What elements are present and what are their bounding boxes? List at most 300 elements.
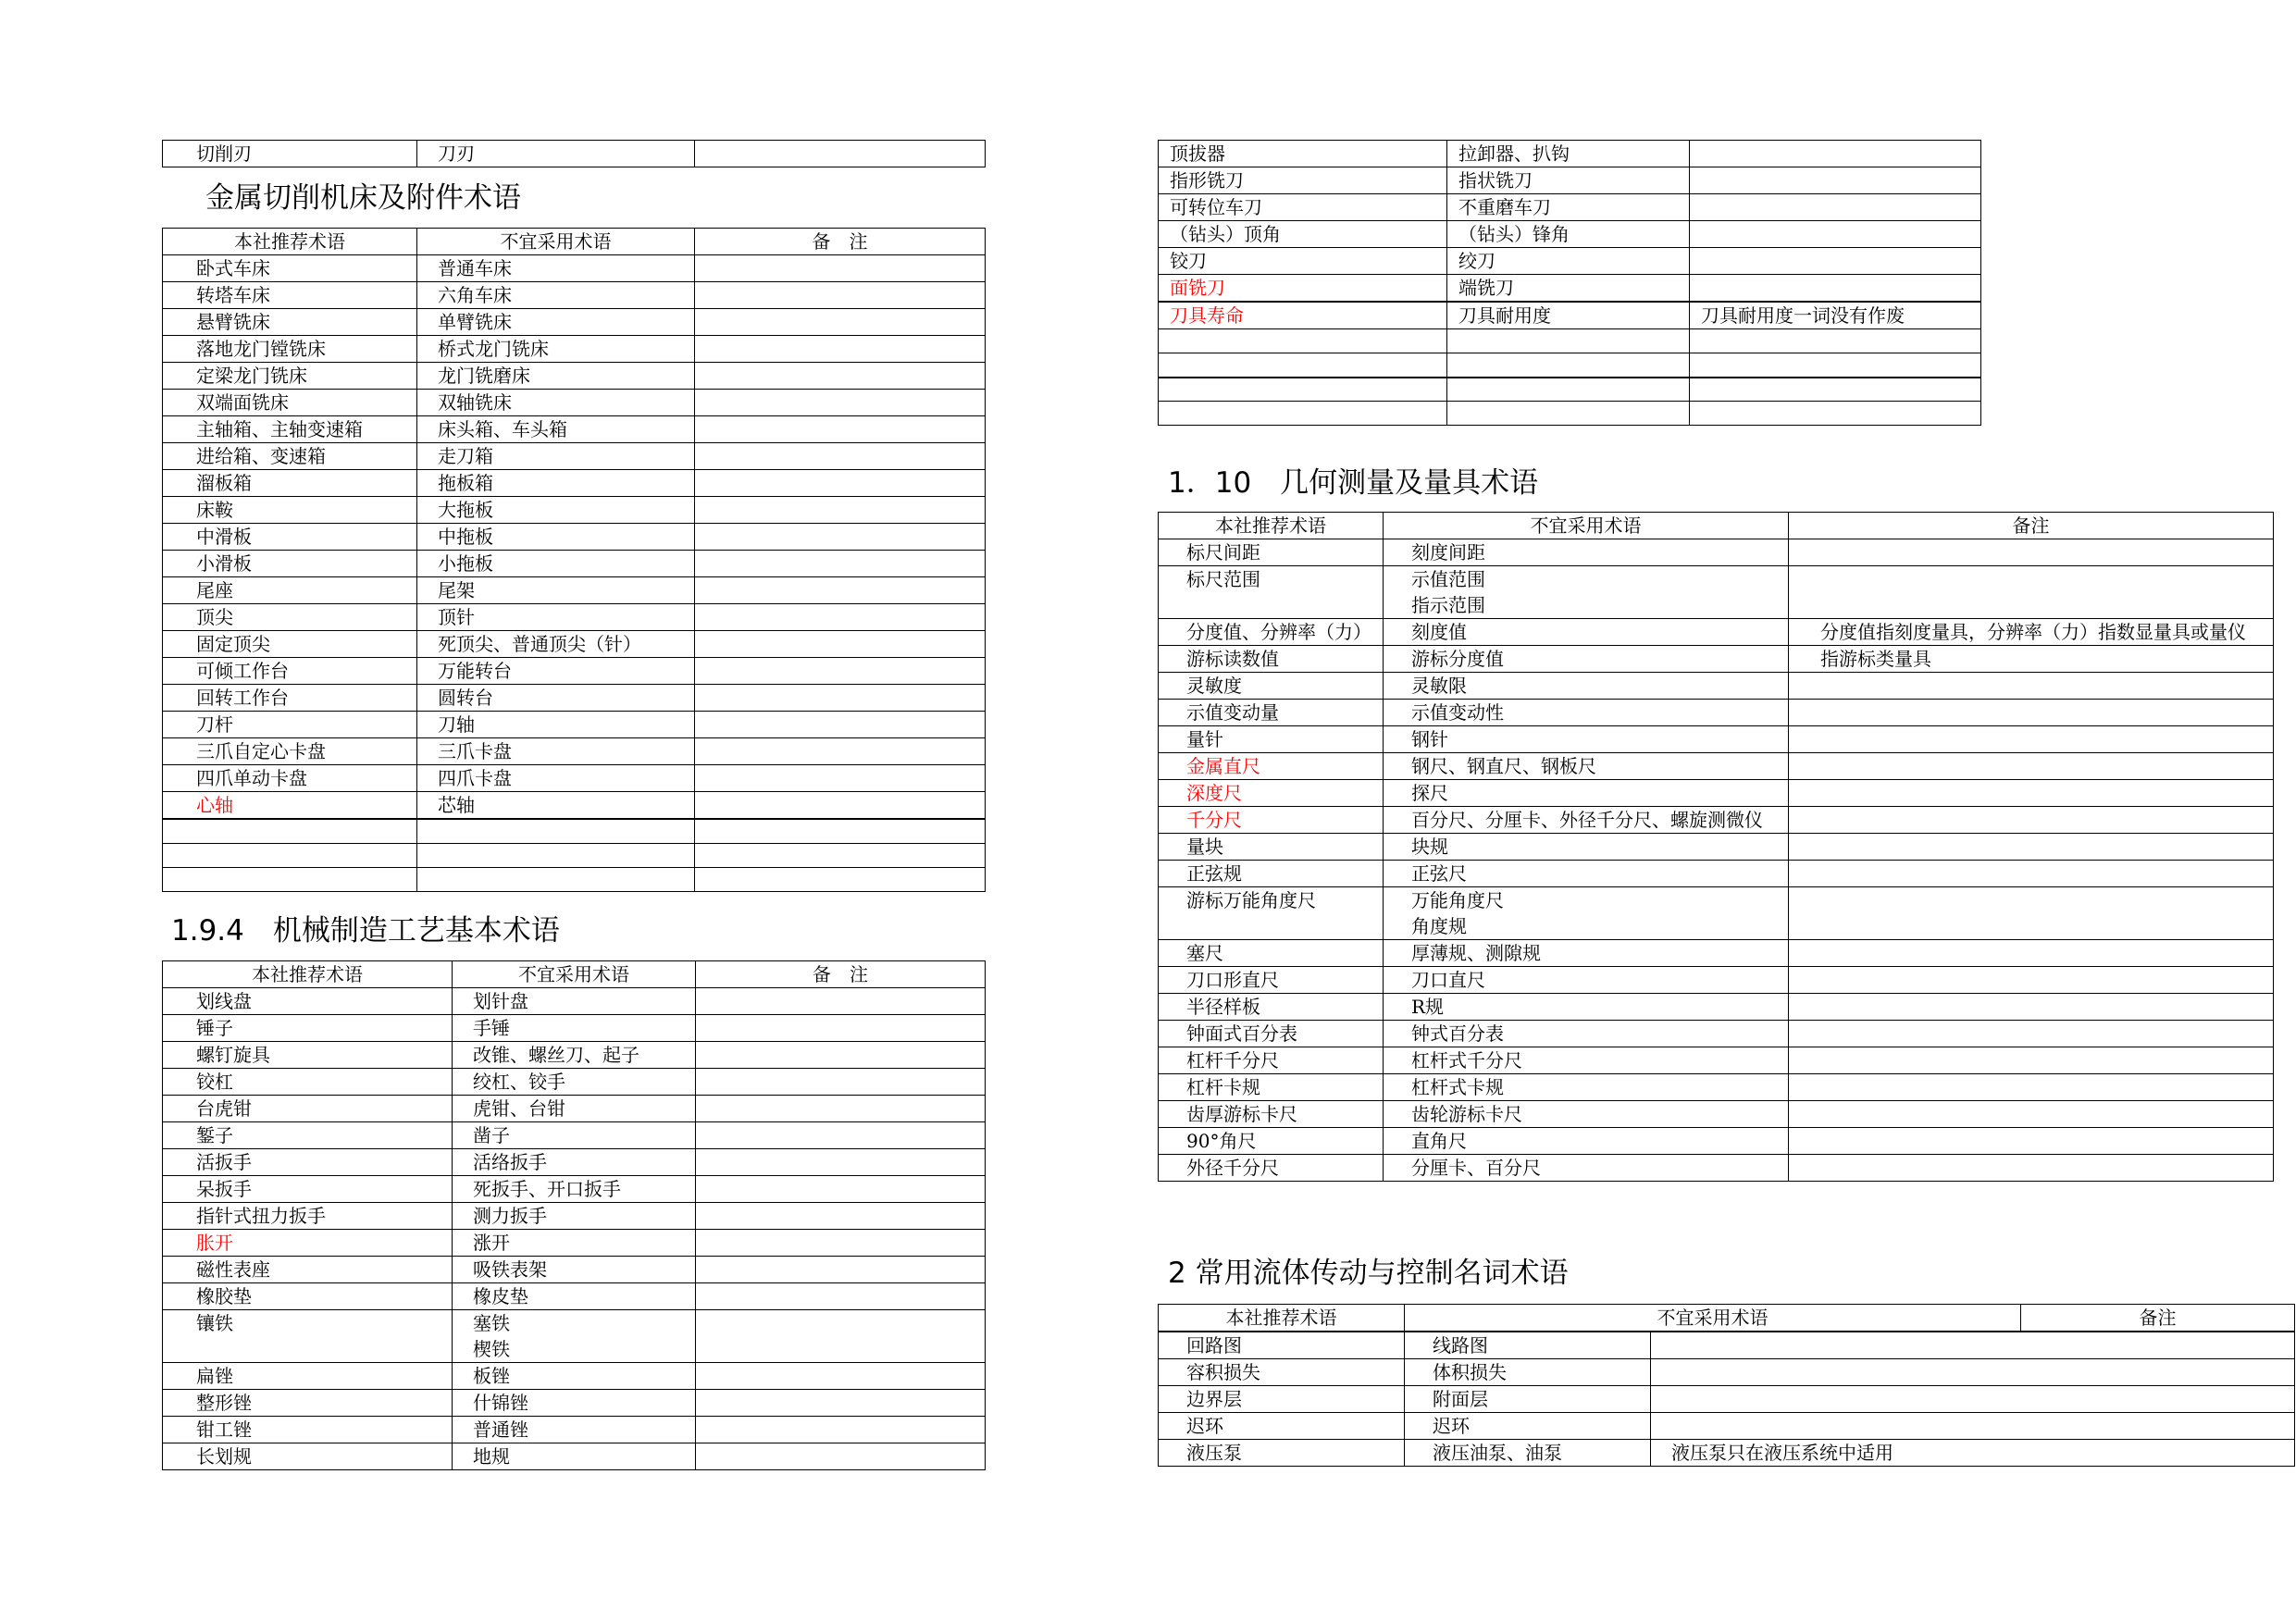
table-row (163, 1417, 986, 1443)
recommended-term: 中滑板 (163, 524, 417, 551)
header-recommended: 本社推荐术语 (1159, 513, 1384, 539)
recommended-term: 顶尖 (163, 604, 417, 631)
table-row (1159, 1128, 2274, 1155)
recommended-term: 螺钉旋具 (163, 1042, 453, 1069)
note-cell (1690, 275, 1981, 303)
table-row (1159, 539, 2274, 566)
not-recommended-term: 示值变动性 (1384, 700, 1789, 726)
recommended-term: 标尺范围 (1159, 566, 1384, 619)
not-recommended-term: 中拖板 (417, 524, 695, 551)
recommended-term-highlighted: 刀具寿命 (1159, 302, 1447, 329)
note-cell: 指游标类量具 (1789, 646, 2274, 673)
table-row (163, 988, 986, 1015)
table-row (163, 309, 986, 336)
table-row (163, 1042, 986, 1069)
note-cell (1789, 726, 2274, 753)
empty-row (1159, 329, 1981, 353)
table-row (163, 1096, 986, 1122)
table-row (1159, 566, 2274, 619)
table-row (163, 658, 986, 685)
table-row (1159, 248, 1981, 275)
recommended-term: 铰刀 (1159, 248, 1447, 275)
note-cell (696, 1283, 986, 1310)
empty-row (163, 867, 986, 891)
recommended-term: 进给箱、变速箱 (163, 443, 417, 470)
note-cell (695, 443, 986, 470)
table-row (163, 631, 986, 658)
recommended-term: 回转工作台 (163, 685, 417, 712)
note-cell (695, 363, 986, 390)
recommended-term: 塞尺 (1159, 940, 1384, 967)
table-row (1159, 1021, 2274, 1047)
note-cell (1690, 194, 1981, 221)
recommended-term: 齿厚游标卡尺 (1159, 1101, 1384, 1128)
note-cell (696, 1096, 986, 1122)
table-row (1159, 167, 1981, 194)
not-recommended-term: 六角车床 (417, 282, 695, 309)
section-heading-1-10: 1．10 几何测量及量具术语 (1168, 466, 1539, 500)
note-cell (1789, 1155, 2274, 1182)
not-recommended-term: 尾架 (417, 577, 695, 604)
note-cell (1789, 1021, 2274, 1047)
recommended-term: 可转位车刀 (1159, 194, 1447, 221)
recommended-term: 台虎钳 (163, 1096, 453, 1122)
recommended-term-highlighted: 面铣刀 (1159, 275, 1447, 303)
not-recommended-term: 圆转台 (417, 685, 695, 712)
recommended-term: 溜板箱 (163, 470, 417, 497)
not-recommended-term: 刻度间距 (1384, 539, 1789, 566)
note-cell (1789, 539, 2274, 566)
note-cell (1690, 221, 1981, 248)
table-row (1159, 1413, 2295, 1440)
table-row (163, 1363, 986, 1390)
recommended-term: 刀杆 (163, 712, 417, 738)
table-header-row (163, 961, 986, 988)
not-recommended-term: 吸铁表架 (453, 1257, 696, 1283)
not-recommended-term: 单臂铣床 (417, 309, 695, 336)
table-row (1159, 780, 2274, 807)
note-cell (1789, 940, 2274, 967)
not-recommended-term: 游标分度值 (1384, 646, 1789, 673)
header-not-recommended: 不宜采用术语 (453, 961, 696, 988)
empty-row (1159, 353, 1981, 378)
not-recommended-term: 划针盘 (453, 988, 696, 1015)
table-row (163, 551, 986, 577)
recommended-term: 指针式扭力扳手 (163, 1203, 453, 1230)
not-recommended-term: 示值范围 指示范围 (1384, 566, 1789, 619)
header-not-recommended: 不宜采用术语 (1405, 1305, 2021, 1332)
not-recommended-term: 杠杆式卡规 (1384, 1074, 1789, 1101)
table-header-row (1159, 513, 2274, 539)
recommended-term: 錾子 (163, 1122, 453, 1149)
note-cell (695, 551, 986, 577)
header-recommended: 本社推荐术语 (163, 961, 453, 988)
note-cell (695, 497, 986, 524)
note-cell (1690, 248, 1981, 275)
recommended-term: 液压泵 (1159, 1440, 1405, 1467)
not-recommended-term: （钻头）锋角 (1447, 221, 1690, 248)
recommended-term: 游标万能角度尺 (1159, 887, 1384, 940)
recommended-term: 整形锉 (163, 1390, 453, 1417)
recommended-term-highlighted: 千分尺 (1159, 807, 1384, 834)
recommended-term: 灵敏度 (1159, 673, 1384, 700)
header-note: 备 注 (696, 961, 986, 988)
note-cell (696, 1443, 986, 1470)
table-row (163, 443, 986, 470)
recommended-term: 顶拔器 (1159, 141, 1447, 167)
note-cell (696, 1417, 986, 1443)
term-cell: 刀刃 (417, 141, 695, 167)
table-row (1159, 1359, 2295, 1386)
recommended-term: 外径千分尺 (1159, 1155, 1384, 1182)
top-left-table (162, 140, 986, 167)
note-cell (696, 1363, 986, 1390)
not-recommended-term: 万能角度尺 角度规 (1384, 887, 1789, 940)
recommended-term: 游标读数值 (1159, 646, 1384, 673)
note-cell (695, 658, 986, 685)
note-cell (695, 685, 986, 712)
not-recommended-term: 块规 (1384, 834, 1789, 861)
table-row (1159, 141, 1981, 167)
recommended-term: 镶铁 (163, 1310, 453, 1363)
table-row (1159, 619, 2274, 646)
cutter-terms-table (1158, 140, 1981, 426)
recommended-term: 半径样板 (1159, 994, 1384, 1021)
not-recommended-term: 芯轴 (417, 792, 695, 820)
table-row (163, 1203, 986, 1230)
table-row (163, 1283, 986, 1310)
table-row (1159, 1440, 2295, 1467)
recommended-term: 杠杆卡规 (1159, 1074, 1384, 1101)
table-row (163, 792, 986, 820)
table-row (1159, 807, 2274, 834)
note-cell (695, 336, 986, 363)
note-cell (695, 141, 986, 167)
table-row (1159, 673, 2274, 700)
note-cell (696, 1230, 986, 1257)
not-recommended-term: 直角尺 (1384, 1128, 1789, 1155)
note-cell (1651, 1332, 2295, 1359)
table-row (163, 1149, 986, 1176)
table-row (163, 282, 986, 309)
term-cell: 切削刃 (163, 141, 417, 167)
note-cell (1789, 700, 2274, 726)
not-recommended-term: 百分尺、分厘卡、外径千分尺、螺旋测微仪 (1384, 807, 1789, 834)
table-row (163, 1230, 986, 1257)
table-row (1159, 221, 1981, 248)
not-recommended-term: 虎钳、台钳 (453, 1096, 696, 1122)
note-cell (695, 390, 986, 416)
recommended-term: （钻头）顶角 (1159, 221, 1447, 248)
note-cell (696, 1122, 986, 1149)
not-recommended-term: 厚薄规、测隙规 (1384, 940, 1789, 967)
note-cell (1789, 1128, 2274, 1155)
recommended-term: 长划规 (163, 1443, 453, 1470)
table-row (163, 1390, 986, 1417)
table-row (1159, 861, 2274, 887)
recommended-term: 杠杆千分尺 (1159, 1047, 1384, 1074)
not-recommended-term: 普通锉 (453, 1417, 696, 1443)
recommended-term: 固定顶尖 (163, 631, 417, 658)
note-cell (1789, 780, 2274, 807)
recommended-term: 小滑板 (163, 551, 417, 577)
table-row (1159, 700, 2274, 726)
not-recommended-term: 钢尺、钢直尺、钢板尺 (1384, 753, 1789, 780)
recommended-term-highlighted: 金属直尺 (1159, 753, 1384, 780)
note-cell (1651, 1359, 2295, 1386)
not-recommended-term: 绞刀 (1447, 248, 1690, 275)
table-row (163, 524, 986, 551)
recommended-term-highlighted: 胀开 (163, 1230, 453, 1257)
table-row (1159, 302, 1981, 329)
recommended-term: 钟面式百分表 (1159, 1021, 1384, 1047)
table-row (163, 416, 986, 443)
fluid-terms-body (1158, 1332, 2295, 1467)
note-cell (695, 577, 986, 604)
empty-row (163, 843, 986, 867)
note-cell: 液压泵只在液压系统中适用 (1651, 1440, 2295, 1467)
not-recommended-term: 塞铁 楔铁 (453, 1310, 696, 1363)
empty-row (1159, 378, 1981, 402)
note-cell (696, 1310, 986, 1363)
recommended-term: 扁锉 (163, 1363, 453, 1390)
recommended-term: 床鞍 (163, 497, 417, 524)
not-recommended-term: 刀轴 (417, 712, 695, 738)
table-row (1159, 726, 2274, 753)
not-recommended-term: 钢针 (1384, 726, 1789, 753)
note-cell (695, 631, 986, 658)
note-cell (696, 1257, 986, 1283)
table-row (163, 1069, 986, 1096)
note-cell (1690, 167, 1981, 194)
note-cell (1651, 1413, 2295, 1440)
note-cell (695, 712, 986, 738)
table-row (163, 1443, 986, 1470)
recommended-term: 正弦规 (1159, 861, 1384, 887)
table-row (1159, 1386, 2295, 1413)
note-cell (695, 738, 986, 765)
table-row (163, 1176, 986, 1203)
recommended-term: 双端面铣床 (163, 390, 417, 416)
recommended-term: 定梁龙门铣床 (163, 363, 417, 390)
note-cell (695, 416, 986, 443)
header-recommended: 本社推荐术语 (1159, 1305, 1405, 1332)
section-heading-1-9-4: 1.9.4 机械制造工艺基本术语 (171, 914, 560, 948)
note-cell (1651, 1386, 2295, 1413)
not-recommended-term: 四爪卡盘 (417, 765, 695, 792)
not-recommended-term: 拉卸器、扒钩 (1447, 141, 1690, 167)
measurement-terms-table (1158, 512, 2274, 1182)
recommended-term: 转塔车床 (163, 282, 417, 309)
note-cell (1789, 994, 2274, 1021)
table-row (163, 1310, 986, 1363)
note-cell (1789, 673, 2274, 700)
not-recommended-term: 分厘卡、百分尺 (1384, 1155, 1789, 1182)
not-recommended-term: 桥式龙门铣床 (417, 336, 695, 363)
not-recommended-term: 床头箱、车头箱 (417, 416, 695, 443)
recommended-term: 钳工锉 (163, 1417, 453, 1443)
note-cell (696, 1390, 986, 1417)
recommended-term: 分度值、分辨率（力） (1159, 619, 1384, 646)
header-recommended: 本社推荐术语 (163, 229, 417, 255)
not-recommended-term: 万能转台 (417, 658, 695, 685)
recommended-term: 橡胶垫 (163, 1283, 453, 1310)
not-recommended-term: 地规 (453, 1443, 696, 1470)
table-row (163, 470, 986, 497)
table-row (1159, 1101, 2274, 1128)
header-not-recommended: 不宜采用术语 (1384, 513, 1789, 539)
not-recommended-term: 测力扳手 (453, 1203, 696, 1230)
note-cell (1789, 861, 2274, 887)
header-note: 备注 (1789, 513, 2274, 539)
header-note: 备 注 (695, 229, 986, 255)
empty-row (1159, 402, 1981, 426)
recommended-term: 铰杠 (163, 1069, 453, 1096)
not-recommended-term: 齿轮游标卡尺 (1384, 1101, 1789, 1128)
section-heading-2: 2 常用流体传动与控制名词术语 (1168, 1257, 1569, 1290)
note-cell (1789, 807, 2274, 834)
table-row (163, 712, 986, 738)
note-cell (696, 1203, 986, 1230)
not-recommended-term: 钟式百分表 (1384, 1021, 1789, 1047)
not-recommended-term: R规 (1384, 994, 1789, 1021)
not-recommended-term: 刻度值 (1384, 619, 1789, 646)
recommended-term: 锤子 (163, 1015, 453, 1042)
note-cell (1789, 566, 2274, 619)
not-recommended-term: 附面层 (1405, 1386, 1651, 1413)
not-recommended-term: 刀具耐用度 (1447, 302, 1690, 329)
recommended-term-highlighted: 心轴 (163, 792, 417, 820)
note-cell (1789, 967, 2274, 994)
table-row (1159, 194, 1981, 221)
table-row (163, 336, 986, 363)
not-recommended-term: 体积损失 (1405, 1359, 1651, 1386)
recommended-term: 容积损失 (1159, 1359, 1405, 1386)
not-recommended-term: 改锥、螺丝刀、起子 (453, 1042, 696, 1069)
note-cell (1789, 887, 2274, 940)
recommended-term: 90°角尺 (1159, 1128, 1384, 1155)
table-row (1159, 1047, 2274, 1074)
table-row (1159, 887, 2274, 940)
not-recommended-term: 死顶尖、普通顶尖（针） (417, 631, 695, 658)
table-row (163, 685, 986, 712)
section-heading-machine-tools: 金属切削机床及附件术语 (205, 181, 521, 215)
note-cell (696, 1176, 986, 1203)
table-row (163, 577, 986, 604)
not-recommended-term: 线路图 (1405, 1332, 1651, 1359)
note-cell (695, 309, 986, 336)
not-recommended-term: 走刀箱 (417, 443, 695, 470)
note-cell (695, 470, 986, 497)
recommended-term: 卧式车床 (163, 255, 417, 282)
not-recommended-term: 大拖板 (417, 497, 695, 524)
table-row (163, 765, 986, 792)
table-row (1159, 967, 2274, 994)
recommended-term: 迟环 (1159, 1413, 1405, 1440)
table-row (1159, 834, 2274, 861)
header-not-recommended: 不宜采用术语 (417, 229, 695, 255)
not-recommended-term: 凿子 (453, 1122, 696, 1149)
note-cell (695, 255, 986, 282)
recommended-term: 边界层 (1159, 1386, 1405, 1413)
not-recommended-term: 活络扳手 (453, 1149, 696, 1176)
table-row (1159, 940, 2274, 967)
not-recommended-term: 不重磨车刀 (1447, 194, 1690, 221)
recommended-term: 量针 (1159, 726, 1384, 753)
note-cell: 分度值指刻度量具，分辨率（力）指数显量具或量仪 (1789, 619, 2274, 646)
table-row (163, 255, 986, 282)
recommended-term: 四爪单动卡盘 (163, 765, 417, 792)
note-cell (1789, 1101, 2274, 1128)
note-cell: 刀具耐用度一词没有作废 (1690, 302, 1981, 329)
not-recommended-term: 板锉 (453, 1363, 696, 1390)
not-recommended-term: 三爪卡盘 (417, 738, 695, 765)
table-row (163, 497, 986, 524)
table-row (163, 738, 986, 765)
not-recommended-term: 迟环 (1405, 1413, 1651, 1440)
not-recommended-term: 正弦尺 (1384, 861, 1789, 887)
not-recommended-term: 龙门铣磨床 (417, 363, 695, 390)
recommended-term: 指形铣刀 (1159, 167, 1447, 194)
table-header-row (163, 229, 986, 255)
not-recommended-term: 小拖板 (417, 551, 695, 577)
not-recommended-term: 死扳手、开口扳手 (453, 1176, 696, 1203)
not-recommended-term: 普通车床 (417, 255, 695, 282)
table-row (1159, 275, 1981, 303)
recommended-term: 刀口形直尺 (1159, 967, 1384, 994)
table-row (1159, 1074, 2274, 1101)
recommended-term: 回路图 (1159, 1332, 1405, 1359)
note-cell (696, 1015, 986, 1042)
not-recommended-term: 橡皮垫 (453, 1283, 696, 1310)
not-recommended-term: 指状铣刀 (1447, 167, 1690, 194)
note-cell (1690, 141, 1981, 167)
table-row (163, 604, 986, 631)
table-row (163, 1122, 986, 1149)
table-row (1159, 1155, 2274, 1182)
table-row (163, 390, 986, 416)
not-recommended-term: 端铣刀 (1447, 275, 1690, 303)
recommended-term: 磁性表座 (163, 1257, 453, 1283)
not-recommended-term: 绞杠、铰手 (453, 1069, 696, 1096)
note-cell (1789, 1074, 2274, 1101)
note-cell (695, 792, 986, 820)
recommended-term: 标尺间距 (1159, 539, 1384, 566)
recommended-term: 量块 (1159, 834, 1384, 861)
recommended-term: 主轴箱、主轴变速箱 (163, 416, 417, 443)
empty-row (163, 819, 986, 843)
recommended-term: 尾座 (163, 577, 417, 604)
note-cell (695, 282, 986, 309)
note-cell (1789, 1047, 2274, 1074)
note-cell (1789, 753, 2274, 780)
not-recommended-term: 手锤 (453, 1015, 696, 1042)
not-recommended-term: 杠杆式千分尺 (1384, 1047, 1789, 1074)
note-cell (695, 765, 986, 792)
table-row (163, 141, 986, 167)
recommended-term: 活扳手 (163, 1149, 453, 1176)
recommended-term: 可倾工作台 (163, 658, 417, 685)
fluid-terms-table (1158, 1304, 2295, 1332)
recommended-term: 示值变动量 (1159, 700, 1384, 726)
table-row (163, 1015, 986, 1042)
machine-tool-terms-table (162, 228, 986, 892)
recommended-term-highlighted: 深度尺 (1159, 780, 1384, 807)
not-recommended-term: 拖板箱 (417, 470, 695, 497)
recommended-term: 悬臂铣床 (163, 309, 417, 336)
not-recommended-term: 探尺 (1384, 780, 1789, 807)
note-cell (695, 604, 986, 631)
